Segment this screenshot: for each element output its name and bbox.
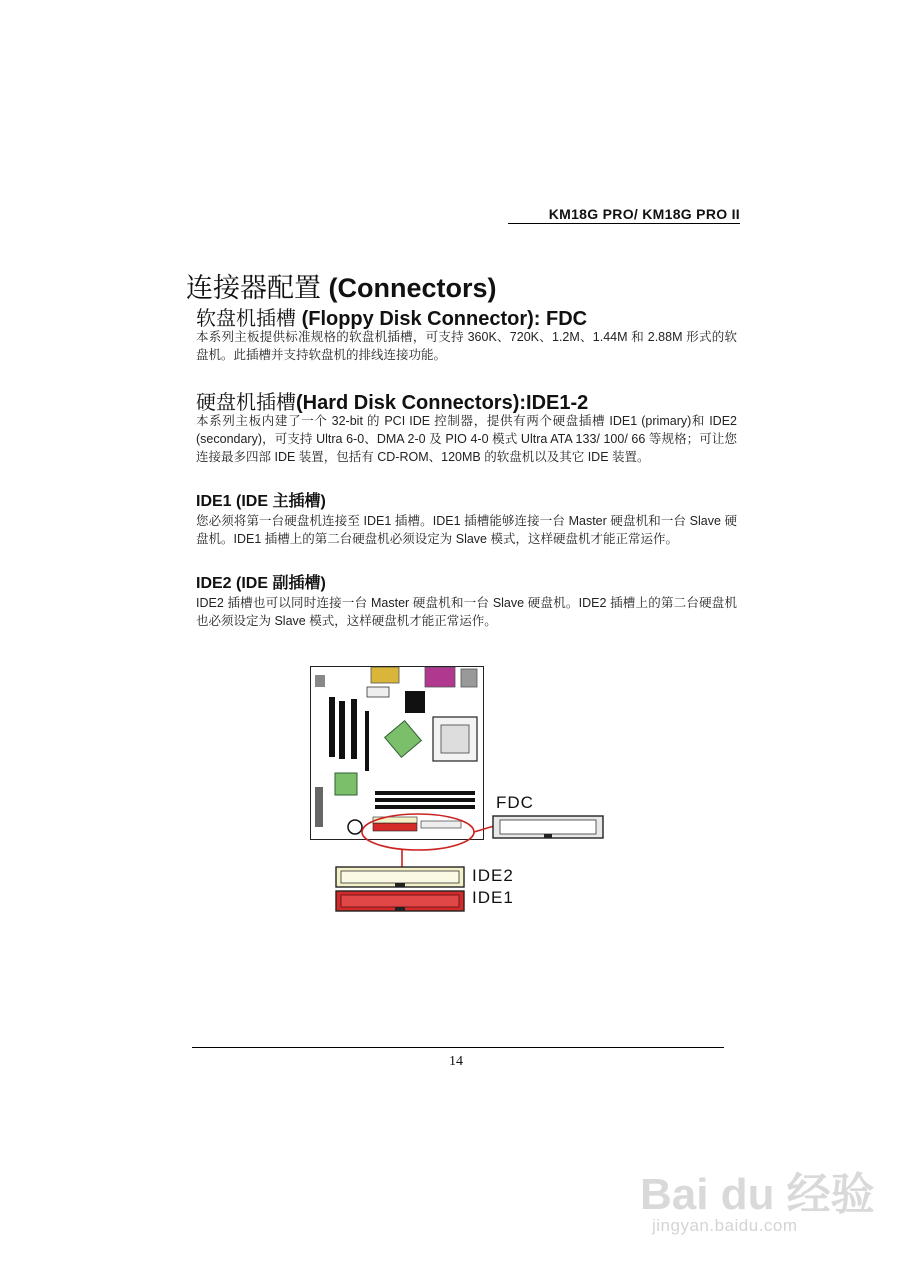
section-heading-ide-en: (Hard Disk Connectors):IDE1-2	[296, 392, 589, 414]
highlight-ellipse	[362, 814, 474, 850]
dimm-slot-1	[375, 791, 475, 795]
page-title-en: (Connectors)	[328, 273, 497, 303]
pci-slot-3	[351, 699, 357, 759]
ide1-connector-pins	[341, 895, 459, 907]
ide1-label: IDE1	[472, 888, 514, 907]
pci-slot-1	[329, 697, 335, 757]
ide2-label: IDE2	[472, 866, 514, 885]
ide2-connector	[335, 866, 465, 888]
io-port-left	[315, 675, 325, 687]
footer-rule	[192, 1047, 724, 1048]
section-heading-ide	[196, 386, 588, 415]
header-block	[367, 687, 389, 697]
subsection-heading-ide1: IDE1 (IDE 主插槽)	[196, 493, 326, 510]
ide2-connector-key	[395, 883, 405, 887]
section-heading-fdc	[196, 302, 587, 331]
fdc-connector-pins	[500, 820, 596, 834]
pci-slot-2	[339, 701, 345, 759]
io-port-yellow	[371, 667, 399, 683]
section-heading-fdc-en: (Floppy Disk Connector): FDC	[301, 308, 588, 330]
subsection-heading-ide2: IDE2 (IDE 副插槽)	[196, 575, 326, 592]
ide2-connector-pins	[341, 871, 459, 883]
southbridge-chip	[335, 773, 357, 795]
subsection-body-ide1: 您必须将第一台硬盘机连接至 IDE1 插槽。IDE1 插槽能够连接一台 Master 硬盘机和一台 Slave 硬盘机。IDE1 插槽上的第二台硬盘机必须设定为 Slave 模式，这样硬盘机才能正常运作。	[196, 514, 737, 546]
fdc-label: FDC	[496, 793, 534, 812]
ide1-connector	[335, 890, 465, 912]
watermark-url: jingyan.baidu.com	[652, 1216, 798, 1235]
northbridge-chip	[385, 721, 422, 758]
page-number: 14	[449, 1054, 463, 1069]
section-heading-fdc-cn: 软盘机插槽	[196, 308, 296, 330]
cpu-socket-center	[441, 725, 469, 753]
atx-power-connector	[405, 691, 425, 713]
ide1-connector-key	[395, 907, 405, 911]
agp-slot	[365, 711, 369, 771]
leader-line-fdc	[474, 826, 494, 832]
io-port-usb	[461, 669, 477, 687]
section-heading-ide-cn: 硬盘机插槽	[196, 392, 296, 414]
page-title-cn: 连接器配置	[186, 273, 321, 303]
watermark-brand: Bai du 经验	[640, 1170, 875, 1219]
section-body-ide: 本系列主板内建了一个 32-bit 的 PCI IDE 控制器，提供有两个硬盘插槽 IDE1 (primary)和 IDE2 (secondary)，可支持 Ultra 6-0、DMA 2-0 及 PIO 4-0 模式 Ultra ATA 133/ 100/ 66 等规格；可让您连接最多四部 IDE 装置，包括有 CD-ROM、120MB 的软盘机以及其它 IDE 装置。	[196, 414, 737, 464]
section-body-fdc: 本系列主板提供标准规格的软盘机插槽，可支持 360K、720K、1.2M、1.44M 和 2.88M 形式的软盘机。此插槽并支持软盘机的排线连接功能。	[196, 330, 737, 362]
page-title	[186, 266, 497, 305]
subsection-body-ide2: IDE2 插槽也可以同时连接一台 Master 硬盘机和一台 Slave 硬盘机。IDE2 插槽上的第二台硬盘机也必须设定为 Slave 模式，这样硬盘机才能正常运作。	[196, 596, 737, 628]
document-header-model: KM18G PRO/ KM18G PRO II	[508, 206, 740, 224]
fdc-connector-key	[544, 834, 552, 838]
fdc-connector	[492, 815, 604, 839]
io-port-purple	[425, 667, 455, 687]
